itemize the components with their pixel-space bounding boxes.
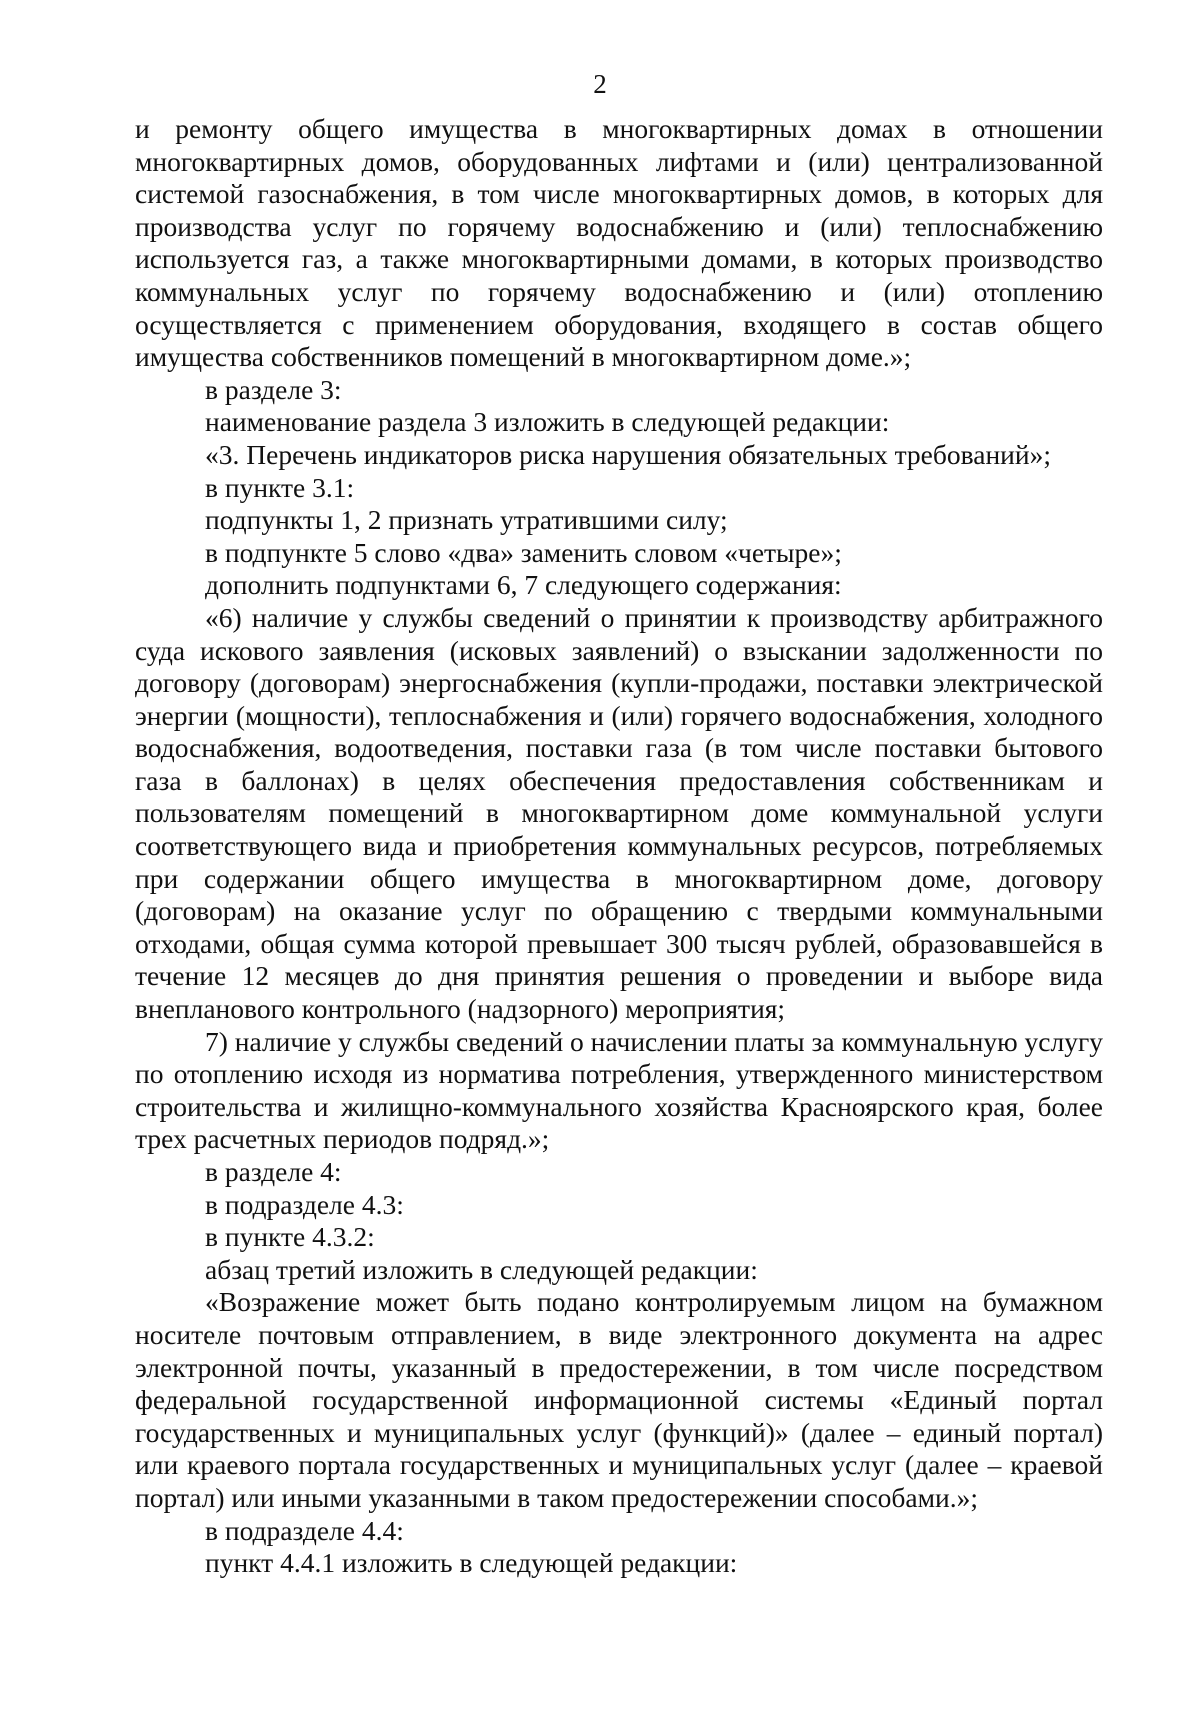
paragraph-section-3-title-instruction: наименование раздела 3 изложить в следующей редакции: bbox=[205, 406, 890, 438]
paragraph-section-3-title: «3. Перечень индикаторов риска нарушения обязательных требований»; bbox=[205, 438, 1051, 470]
paragraph-continuation: и ремонту общего имущества в многоквартирных домах в отношении многоквартирных домов, оборудованных лифтами и (или) централизованной системой газоснабжения, в том числе многоквартирных домов, в которых для производства услуг по горячему водоснабжению и (или) теплоснабжению используется газ, а также многоквартирными домами, в которых производство коммунальных услуг по горячему водоснабжению и (или) отоплению осуществляется с применением оборудования, входящего в состав общего имущества собственников помещений в многоквартирном доме.»; bbox=[135, 113, 1103, 373]
page-number: 2 bbox=[593, 69, 607, 99]
paragraph-subclause-5-change: в подпункте 5 слово «два» заменить словом «четыре»; bbox=[205, 536, 842, 568]
document-body bbox=[135, 113, 1103, 1580]
paragraph-add-subclauses: дополнить подпунктами 6, 7 следующего содержания: bbox=[205, 569, 842, 601]
paragraph-subsection-4-4: в подразделе 4.4: bbox=[205, 1514, 404, 1546]
paragraph-clause-3-1: в пункте 3.1: bbox=[205, 471, 355, 503]
paragraph-subclause-6: «6) наличие у службы сведений о принятии к производству арбитражного суда искового заявления (исковых заявлений) о взыскании задолженности по договору (договорам) энергоснабжения (купли-продажи, поставки электрической энергии (мощности), теплоснабжения и (или) горячего водоснабжения, холодного водоснабжения, водоотведения, поставки газа (в том числе поставки бытового газа в баллонах) в целях обеспечения предоставления собственникам и пользователям помещений в многоквартирном доме коммунальной услуги соответствующего вида и приобретения коммунальных ресурсов, потребляемых при содержании общего имущества в многоквартирном доме, договору (договорам) на оказание услуг по обращению с твердыми коммунальными отходами, общая сумма которой превышает 300 тысяч рублей, образовавшейся в течение 12 месяцев до дня принятия решения о проведении и выборе вида внепланового контрольного (надзорного) мероприятия; bbox=[135, 601, 1103, 1025]
paragraph-subclauses-repealed: подпункты 1, 2 признать утратившими силу; bbox=[205, 504, 728, 536]
paragraph-clause-4-4-1: пункт 4.4.1 изложить в следующей редакции: bbox=[205, 1547, 738, 1579]
paragraph-third-paragraph-instruction: абзац третий изложить в следующей редакции: bbox=[205, 1253, 758, 1285]
paragraph-subsection-4-3: в подразделе 4.3: bbox=[205, 1188, 404, 1220]
paragraph-section-3: в разделе 3: bbox=[205, 373, 342, 405]
paragraph-section-4: в разделе 4: bbox=[205, 1156, 342, 1187]
paragraph-clause-4-3-2: в пункте 4.3.2: bbox=[205, 1221, 375, 1253]
paragraph-objection-text: «Возражение может быть подано контролируемым лицом на бумажном носителе почтовым отправлением, в виде электронного документа на адрес электронной почты, указанный в предостережении, в том числе посредством федеральной государственной информационной системы «Единый портал государственных и муниципальных услуг (функций)» (далее – единый портал) или краевого портала государственных и муниципальных услуг (далее – краевой портал) или иными указанными в таком предостережении способами.»; bbox=[135, 1286, 1103, 1513]
paragraph-subclause-7: 7) наличие у службы сведений о начислении платы за коммунальную услугу по отоплению исходя из норматива потребления, утвержденного министерством строительства и жилищно-коммунального хозяйства Красноярского края, более трех расчетных периодов подряд.»; bbox=[135, 1025, 1103, 1155]
